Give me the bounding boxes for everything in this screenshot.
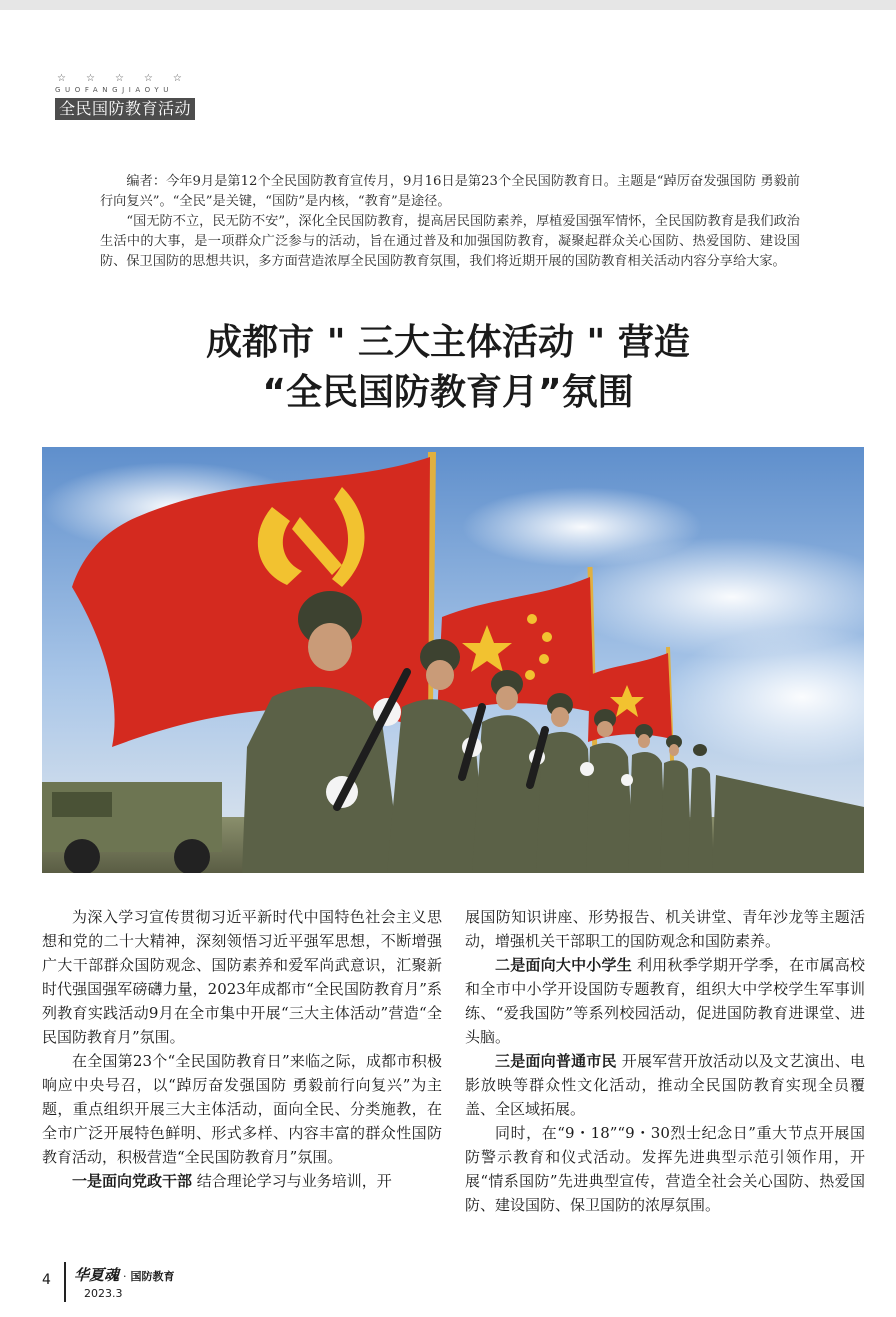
star-row [55,74,235,84]
magazine-name: 华夏魂 [74,1266,120,1284]
point-text: 开展军营开放活动以及文艺演出、电影放映等群众性文化活动，推动全民国防教育实现全员覆盖、全区域拓展。 [465,1052,865,1118]
body-paragraph: 同时，在“9・18”“9・30烈士纪念日”重大节点开展国防警示教育和仪式活动。发挥先进典型示范引领作用，开展“情系国防”先进典型宣传，营造全社会关心国防、热爱国防、建设国防、保卫国防的浓厚氛围。 [465,1124,865,1214]
article-headline [0,318,896,418]
cloud [462,487,702,567]
section-title: 全民国防教育活动 [55,98,195,120]
editor-note-paragraph: 编者：今年9月是第12个全民国防教育宣传月，9月16日是第23个全民国防教育日。主题是“踔厉奋发强国防 勇毅前行向复兴”。“全民”是关键，“国防”是内核，“教育”是途径。 [100,174,800,209]
star-icon: ☆ [172,73,182,84]
star-icon: ☆ [114,73,124,84]
page-number: 4 [42,1272,51,1288]
footer-divider [64,1262,66,1302]
body-paragraph [465,953,865,1049]
soldiers-flags-photo [42,447,864,873]
body-paragraph [42,1169,442,1193]
star-icon: ☆ [143,73,153,84]
article-column-left [42,905,442,1193]
page-footer [42,1262,175,1302]
issue-number: 2023.3 [84,1287,123,1300]
headline-line-2: “全民国防教育月”氛围 [262,372,634,413]
editor-note-paragraph: “国无防不立，民无防不安”，深化全民国防教育，提高居民国防素养，厚植爱国强军情怀，全民国防教育是我们政治生活中的大事，是一项群众广泛参与的活动，旨在通过普及和加强国防教育，凝聚起群众关心国防、热爱国防、建设国防、保卫国防的思想共识，多方面营造浓厚全民国防教育氛围，我们将近期开展的国防教育相关活动内容分享给大家。 [100,214,800,269]
point-heading: 一是面向党政干部 [72,1172,193,1190]
headline-line-1: 成都市 " 三大主体活动 " 营造 [206,322,690,363]
editor-note [100,172,800,272]
star-icon: ☆ [85,73,95,84]
star-icon: ☆ [57,73,66,84]
article-column-right [465,905,865,1217]
body-paragraph: 展国防知识讲座、形势报告、机关讲堂、青年沙龙等主题活动，增强机关干部职工的国防观念和国防素养。 [465,908,865,950]
magazine-subtitle: 国防教育 [130,1270,175,1283]
point-text: 结合理论学习与业务培训，开 [192,1172,392,1190]
photo-illustration [42,447,864,873]
body-paragraph [465,1049,865,1121]
point-heading: 三是面向普通市民 [495,1052,617,1070]
body-paragraph: 在全国第23个“全民国防教育日”来临之际，成都市积极响应中央号召，以“踔厉奋发强国防 勇毅前行向复兴”为主题，重点组织开展三大主体活动，面向全民、分类施教，在全市广泛开展特色鲜明、形式多样、内容丰富的群众性国防教育活动，积极营造“全民国防教育月”氛围。 [42,1052,442,1166]
section-pinyin: GUOFANGJIAOYU [55,86,174,94]
magazine-separator: · [123,1270,127,1283]
point-text: 利用秋季学期开学季，在市属高校和全市中小学开设国防专题教育，组织大中学校学生军事训练、“爱我国防”等系列校园活动，促进国防教育进课堂、进头脑。 [465,956,865,1046]
section-header [55,74,235,120]
body-paragraph: 为深入学习宣传贯彻习近平新时代中国特色社会主义思想和党的二十大精神，深刻领悟习近平强军思想，不断增强广大干部群众国防观念、国防素养和爱军尚武意识，汇聚新时代强国强军磅礴力量，2023年成都市“全民国防教育月”系列教育实践活动9月在全市集中开展“三大主体活动”营造“全民国防教育月”氛围。 [42,908,442,1046]
magazine-info [74,1262,175,1300]
point-heading: 二是面向大中小学生 [495,956,632,974]
magazine-title-line [74,1264,175,1285]
top-strip [0,0,896,10]
